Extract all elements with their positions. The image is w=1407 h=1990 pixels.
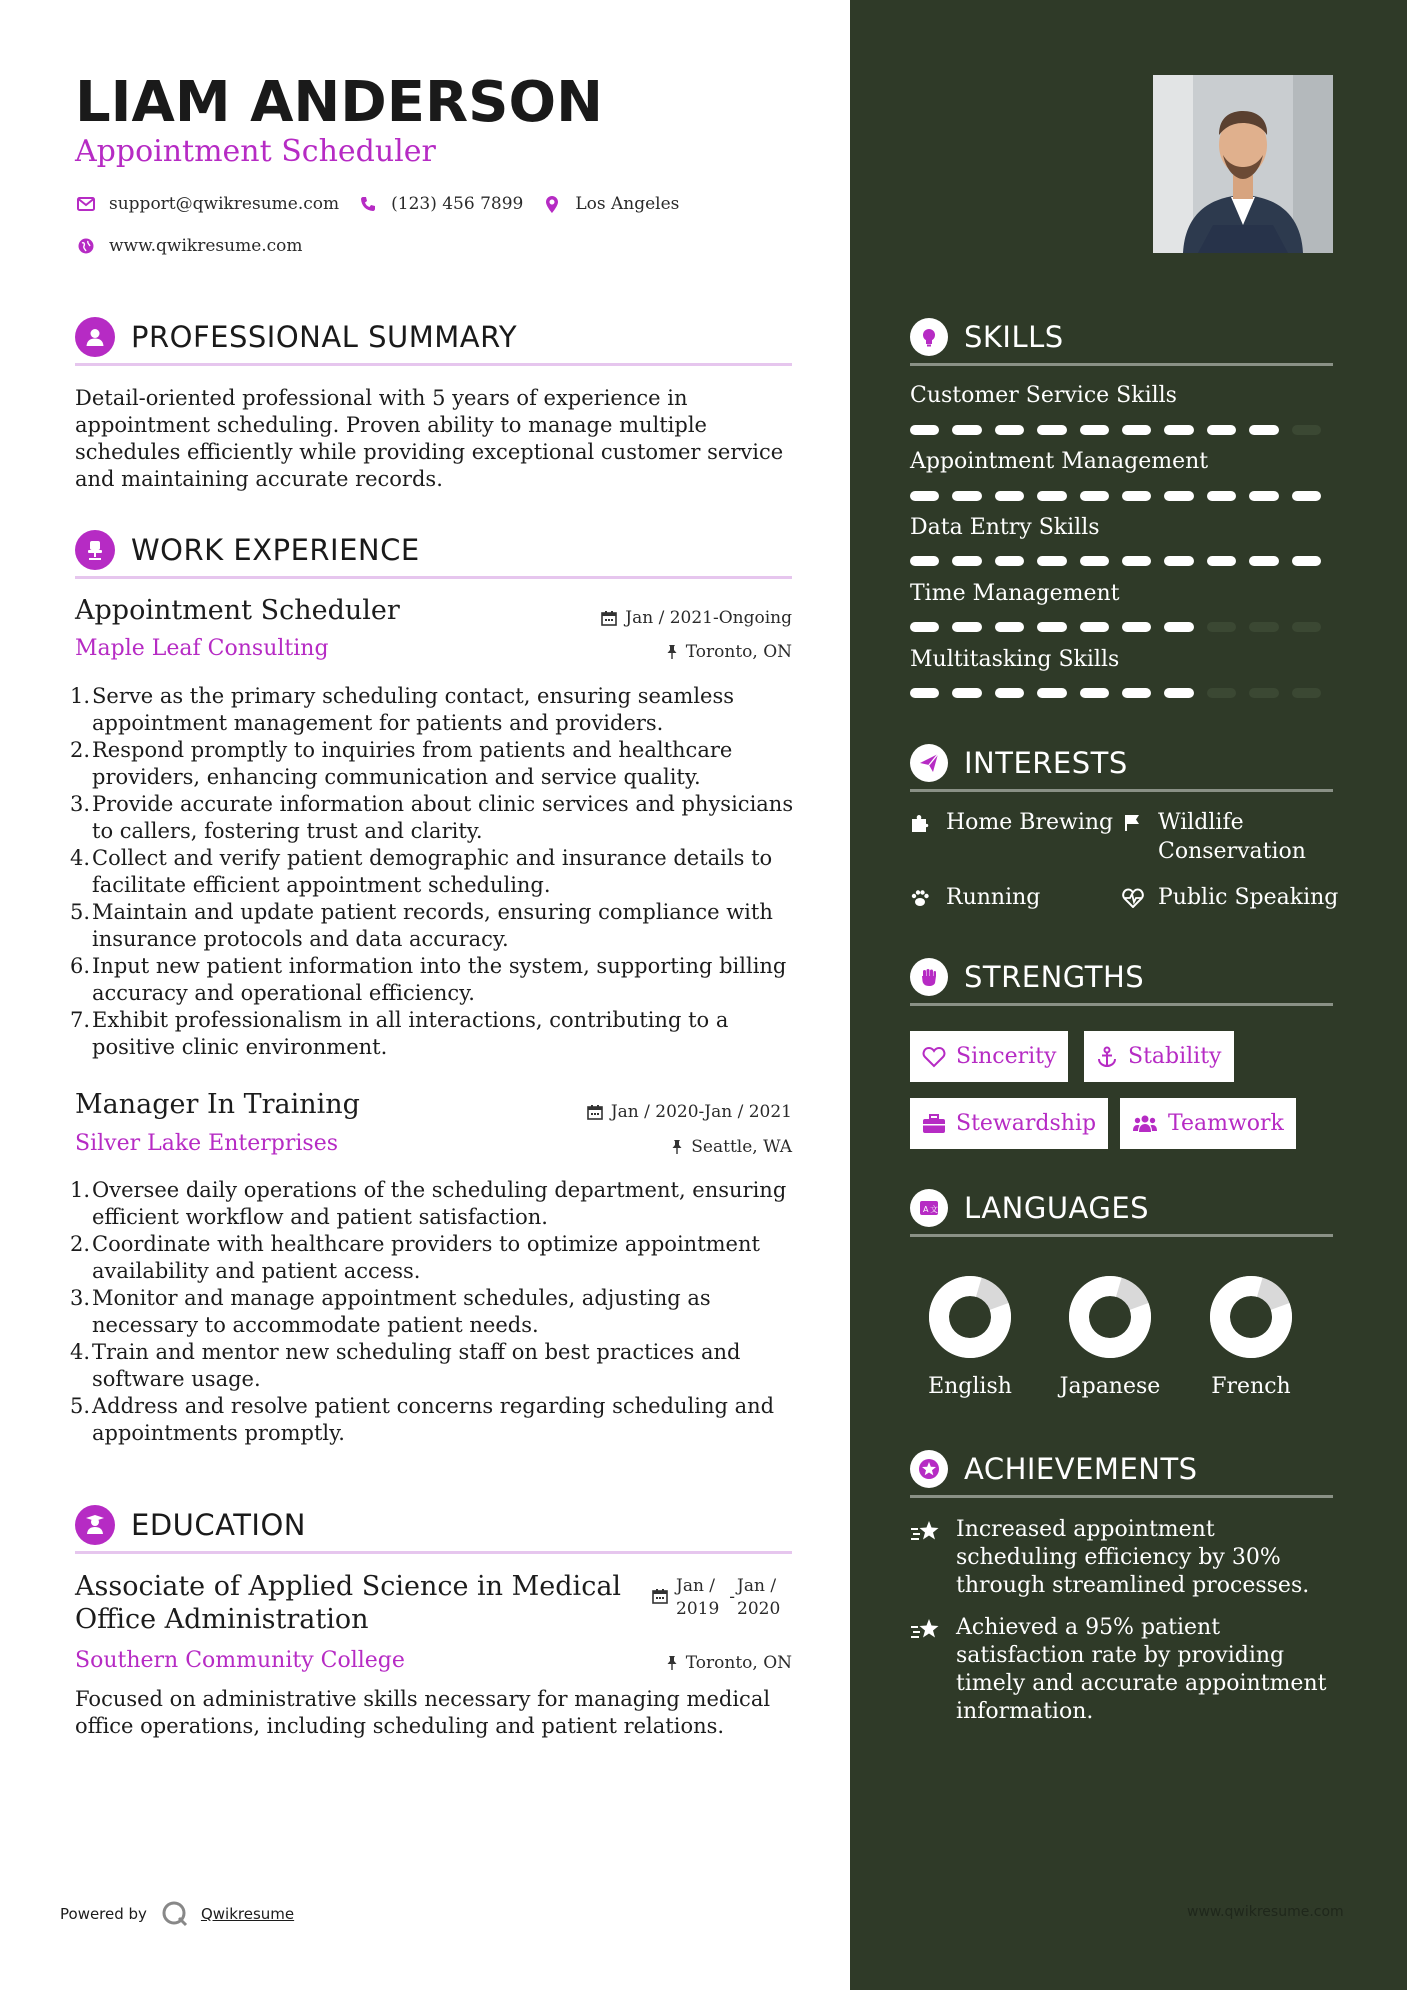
job-location xyxy=(666,642,792,662)
section-header-experience xyxy=(75,523,792,579)
strength-chip xyxy=(910,1098,1108,1149)
job-location-text: Toronto, ON xyxy=(685,642,792,662)
interest-item xyxy=(910,883,1040,912)
section-header-interests xyxy=(910,736,1333,792)
section-title-achievements: ACHIEVEMENTS xyxy=(964,1451,1198,1486)
date-start: Jan / 2019 xyxy=(676,1576,720,1619)
list-item: 5. Maintain and update patient records, ensuring compliance with insurance protocols and data accuracy. xyxy=(70,900,773,951)
interest-label: Home Brewing xyxy=(946,810,1114,835)
skill-dash xyxy=(1292,491,1321,501)
list-item: 7. Exhibit professionalism in all interactions, contributing to a positive clinic environment. xyxy=(70,1008,729,1059)
skill-name: Time Management xyxy=(910,581,1120,606)
skill-dash xyxy=(1122,622,1151,632)
office-chair-icon xyxy=(75,530,115,570)
strength-label: Sincerity xyxy=(956,1044,1057,1069)
skill-dash xyxy=(995,491,1024,501)
language-gauge xyxy=(1060,1272,1160,1366)
strength-chip xyxy=(1084,1031,1234,1082)
interest-item xyxy=(1122,883,1338,912)
school-name: Southern Community College xyxy=(75,1648,405,1673)
skill-level-bar xyxy=(910,556,1334,566)
skill-level-bar xyxy=(910,425,1334,435)
skill-dash xyxy=(1207,425,1236,435)
list-item: 2. Respond promptly to inquiries from patients and healthcare providers, enhancing communication and service quality. xyxy=(70,738,733,789)
skill-name: Multitasking Skills xyxy=(910,647,1120,672)
skill-dash xyxy=(1080,622,1109,632)
job-date-text: Jan / 2021-Ongoing xyxy=(625,608,792,628)
anchor-icon xyxy=(1096,1046,1118,1068)
achievement-item xyxy=(910,1516,1330,1600)
skill-dash xyxy=(910,556,939,566)
strength-label: Teamwork xyxy=(1168,1111,1284,1136)
education-location-text: Toronto, ON xyxy=(685,1653,792,1673)
section-title-summary: PROFESSIONAL SUMMARY xyxy=(131,319,518,354)
fist-icon xyxy=(910,958,948,996)
skill-dash xyxy=(910,425,939,435)
strength-chip xyxy=(910,1031,1068,1082)
qwikresume-logo-icon xyxy=(161,1900,191,1928)
list-item: 1. Serve as the primary scheduling contact, ensuring seamless appointment management for patients and providers. xyxy=(70,684,735,735)
date-separator: - xyxy=(729,1587,736,1607)
candidate-role: Appointment Scheduler xyxy=(75,134,436,169)
list-item: 3. Provide accurate information about clinic services and physicians to callers, fostering trust and clarity. xyxy=(70,792,794,843)
brand-link[interactable]: Qwikresume xyxy=(200,1905,295,1923)
interest-label: Wildlife Conservation xyxy=(1158,810,1306,864)
contact-row-2 xyxy=(75,235,321,257)
contact-location xyxy=(541,193,679,215)
list-item: 5. Address and resolve patient concerns regarding scheduling and appointments promptly. xyxy=(70,1394,775,1445)
strength-chip xyxy=(1120,1098,1296,1149)
skill-dash xyxy=(1080,688,1109,698)
envelope-icon xyxy=(75,193,97,215)
degree-line: Associate of Applied Science in Medical xyxy=(75,1571,622,1602)
skill-dash xyxy=(1122,688,1151,698)
education-location xyxy=(666,1653,792,1673)
skill-dash xyxy=(995,556,1024,566)
skill-level-bar xyxy=(910,622,1334,632)
skill-dash xyxy=(1164,425,1193,435)
skill-dash xyxy=(1037,688,1066,698)
shooting-star-icon xyxy=(910,1516,956,1600)
skill-dash xyxy=(952,556,981,566)
email-text: support@qwikresume.com xyxy=(109,194,340,214)
achievement-text: Increased appointment scheduling efficiency by 30% through streamlined processes. xyxy=(956,1517,1310,1598)
skill-dash xyxy=(1037,556,1066,566)
skill-dash xyxy=(1164,622,1193,632)
skill-dash xyxy=(1037,425,1066,435)
job-bullets xyxy=(70,1177,795,1447)
skill-dash xyxy=(1207,556,1236,566)
skill-dash xyxy=(910,622,939,632)
briefcase-icon xyxy=(922,1113,946,1135)
list-item: 4. Train and mentor new scheduling staff on best practices and software usage. xyxy=(70,1340,741,1391)
language-label: English xyxy=(928,1374,1012,1399)
skill-dash xyxy=(1080,491,1109,501)
graduate-icon xyxy=(75,1505,115,1545)
calendar-icon xyxy=(587,1104,603,1120)
job-company: Silver Lake Enterprises xyxy=(75,1131,339,1156)
job-location-text: Seattle, WA xyxy=(691,1137,792,1157)
skill-dash xyxy=(952,491,981,501)
svg-text:文: 文 xyxy=(930,1204,938,1214)
paper-plane-icon xyxy=(910,744,948,782)
location-text: Los Angeles xyxy=(575,194,680,214)
section-header-languages xyxy=(910,1181,1333,1237)
calendar-icon xyxy=(601,610,617,626)
star-badge-icon xyxy=(910,1450,948,1488)
skill-dash xyxy=(1164,491,1193,501)
skill-dash xyxy=(1207,688,1236,698)
skill-dash xyxy=(1249,622,1278,632)
interest-label: Public Speaking xyxy=(1158,885,1339,910)
skill-dash xyxy=(1164,556,1193,566)
section-title-languages: LANGUAGES xyxy=(964,1190,1150,1225)
footer-site[interactable]: www.qwikresume.com xyxy=(1187,1904,1344,1920)
section-header-education xyxy=(75,1498,792,1554)
language-gauge xyxy=(1201,1272,1301,1366)
list-item: 4. Collect and verify patient demographic and insurance details to facilitate efficient appointment scheduling. xyxy=(70,846,773,897)
interest-label: Running xyxy=(946,885,1041,910)
list-item: 2. Coordinate with healthcare providers to optimize appointment availability and patient access. xyxy=(70,1232,760,1283)
job-location xyxy=(671,1137,792,1157)
heart-icon xyxy=(922,1046,946,1068)
list-item: 3. Monitor and manage appointment schedules, adjusting as necessary to accommodate patient needs. xyxy=(70,1286,711,1337)
calendar-icon xyxy=(652,1588,668,1604)
language-gauge xyxy=(920,1272,1020,1366)
skill-name: Customer Service Skills xyxy=(910,383,1177,408)
section-header-summary xyxy=(75,310,792,366)
section-title-education: EDUCATION xyxy=(131,1507,307,1542)
section-title-strengths: STRENGTHS xyxy=(964,959,1145,994)
skill-dash xyxy=(1122,556,1151,566)
skill-dash xyxy=(995,688,1024,698)
skill-dash xyxy=(1207,491,1236,501)
pushpin-icon xyxy=(666,1655,678,1671)
achievement-text: Achieved a 95% patient satisfaction rate by providing timely and accurate appointment information. xyxy=(956,1615,1327,1724)
skill-dash xyxy=(1292,556,1321,566)
contact-email[interactable] xyxy=(75,193,339,215)
strength-label: Stability xyxy=(1128,1044,1222,1069)
skill-dash xyxy=(1249,425,1278,435)
skill-dash xyxy=(1080,556,1109,566)
skill-name: Appointment Management xyxy=(910,449,1209,474)
skill-name: Data Entry Skills xyxy=(910,515,1100,540)
job-title: Appointment Scheduler xyxy=(75,595,400,626)
skill-dash xyxy=(910,491,939,501)
language-label: French xyxy=(1211,1374,1291,1399)
skill-dash xyxy=(1037,491,1066,501)
skill-dash xyxy=(995,622,1024,632)
strength-label: Stewardship xyxy=(956,1111,1097,1136)
date-end: Jan / 2020 xyxy=(737,1576,781,1619)
education-date xyxy=(652,1575,780,1621)
job-title: Manager In Training xyxy=(75,1089,360,1120)
skill-dash xyxy=(1122,491,1151,501)
skill-dash xyxy=(952,688,981,698)
skill-dash xyxy=(1292,688,1321,698)
skill-dash xyxy=(1249,556,1278,566)
pushpin-icon xyxy=(671,1139,683,1155)
degree-title xyxy=(75,1570,621,1636)
skill-dash xyxy=(1122,425,1151,435)
phone-icon xyxy=(357,193,379,215)
skill-dash xyxy=(995,425,1024,435)
summary-text: Detail-oriented professional with 5 years of experience in appointment scheduling. Proven ability to manage multiple schedules efficiently while providing exceptional customer service and maintaining accurate records. xyxy=(75,386,784,491)
profile-photo xyxy=(1153,75,1333,253)
contact-website[interactable] xyxy=(75,235,303,257)
section-header-skills xyxy=(910,310,1333,366)
contact-phone[interactable] xyxy=(357,193,523,215)
language-icon xyxy=(910,1189,948,1227)
website-text: www.qwikresume.com xyxy=(109,236,303,256)
list-item: 6. Input new patient information into the system, supporting billing accuracy and operational efficiency. xyxy=(70,954,787,1005)
skill-dash xyxy=(1164,688,1193,698)
section-header-achievements xyxy=(910,1442,1333,1498)
achievement-item xyxy=(910,1614,1330,1726)
skill-dash xyxy=(1249,688,1278,698)
paw-icon xyxy=(910,883,936,912)
map-marker-icon xyxy=(541,193,563,215)
language-label: Japanese xyxy=(1059,1374,1161,1399)
interest-item xyxy=(910,808,1113,837)
section-header-strengths xyxy=(910,950,1333,1006)
skill-dash xyxy=(1207,622,1236,632)
skill-dash xyxy=(1080,425,1109,435)
lightbulb-icon xyxy=(910,318,948,356)
user-icon xyxy=(75,317,115,357)
powered-by-text: Powered by xyxy=(60,1905,147,1923)
section-title-skills: SKILLS xyxy=(964,319,1064,354)
candidate-name: LIAM ANDERSON xyxy=(75,70,603,135)
skill-dash xyxy=(952,425,981,435)
section-title-interests: INTERESTS xyxy=(964,745,1128,780)
contact-row xyxy=(75,193,697,215)
skill-level-bar xyxy=(910,491,1334,501)
heartbeat-icon xyxy=(1122,883,1148,912)
interest-item xyxy=(1122,808,1332,866)
users-icon xyxy=(1132,1113,1158,1135)
skill-dash xyxy=(910,688,939,698)
job-date xyxy=(587,1102,792,1122)
degree-line: Office Administration xyxy=(75,1604,369,1635)
puzzle-icon xyxy=(910,808,936,837)
skill-dash xyxy=(1037,622,1066,632)
globe-icon xyxy=(75,235,97,257)
section-title-experience: WORK EXPERIENCE xyxy=(131,532,420,567)
phone-text: (123) 456 7899 xyxy=(391,194,524,214)
skill-dash xyxy=(1292,622,1321,632)
education-text: Focused on administrative skills necessary for managing medical office operations, including scheduling and patient relations. xyxy=(75,1687,771,1738)
skill-dash xyxy=(952,622,981,632)
job-date-text: Jan / 2020-Jan / 2021 xyxy=(610,1102,792,1122)
pushpin-icon xyxy=(666,644,678,660)
job-bullets xyxy=(70,683,795,1061)
svg-text:A: A xyxy=(923,1204,929,1214)
footer-powered xyxy=(60,1900,294,1928)
list-item: 1. Oversee daily operations of the scheduling department, ensuring efficient workflow and patient satisfaction. xyxy=(70,1178,787,1229)
skill-dash xyxy=(1292,425,1321,435)
job-date xyxy=(601,608,792,628)
shooting-star-icon xyxy=(910,1614,956,1726)
flag-icon xyxy=(1122,808,1148,837)
job-company: Maple Leaf Consulting xyxy=(75,636,329,661)
skill-level-bar xyxy=(910,688,1334,698)
skill-dash xyxy=(1249,491,1278,501)
